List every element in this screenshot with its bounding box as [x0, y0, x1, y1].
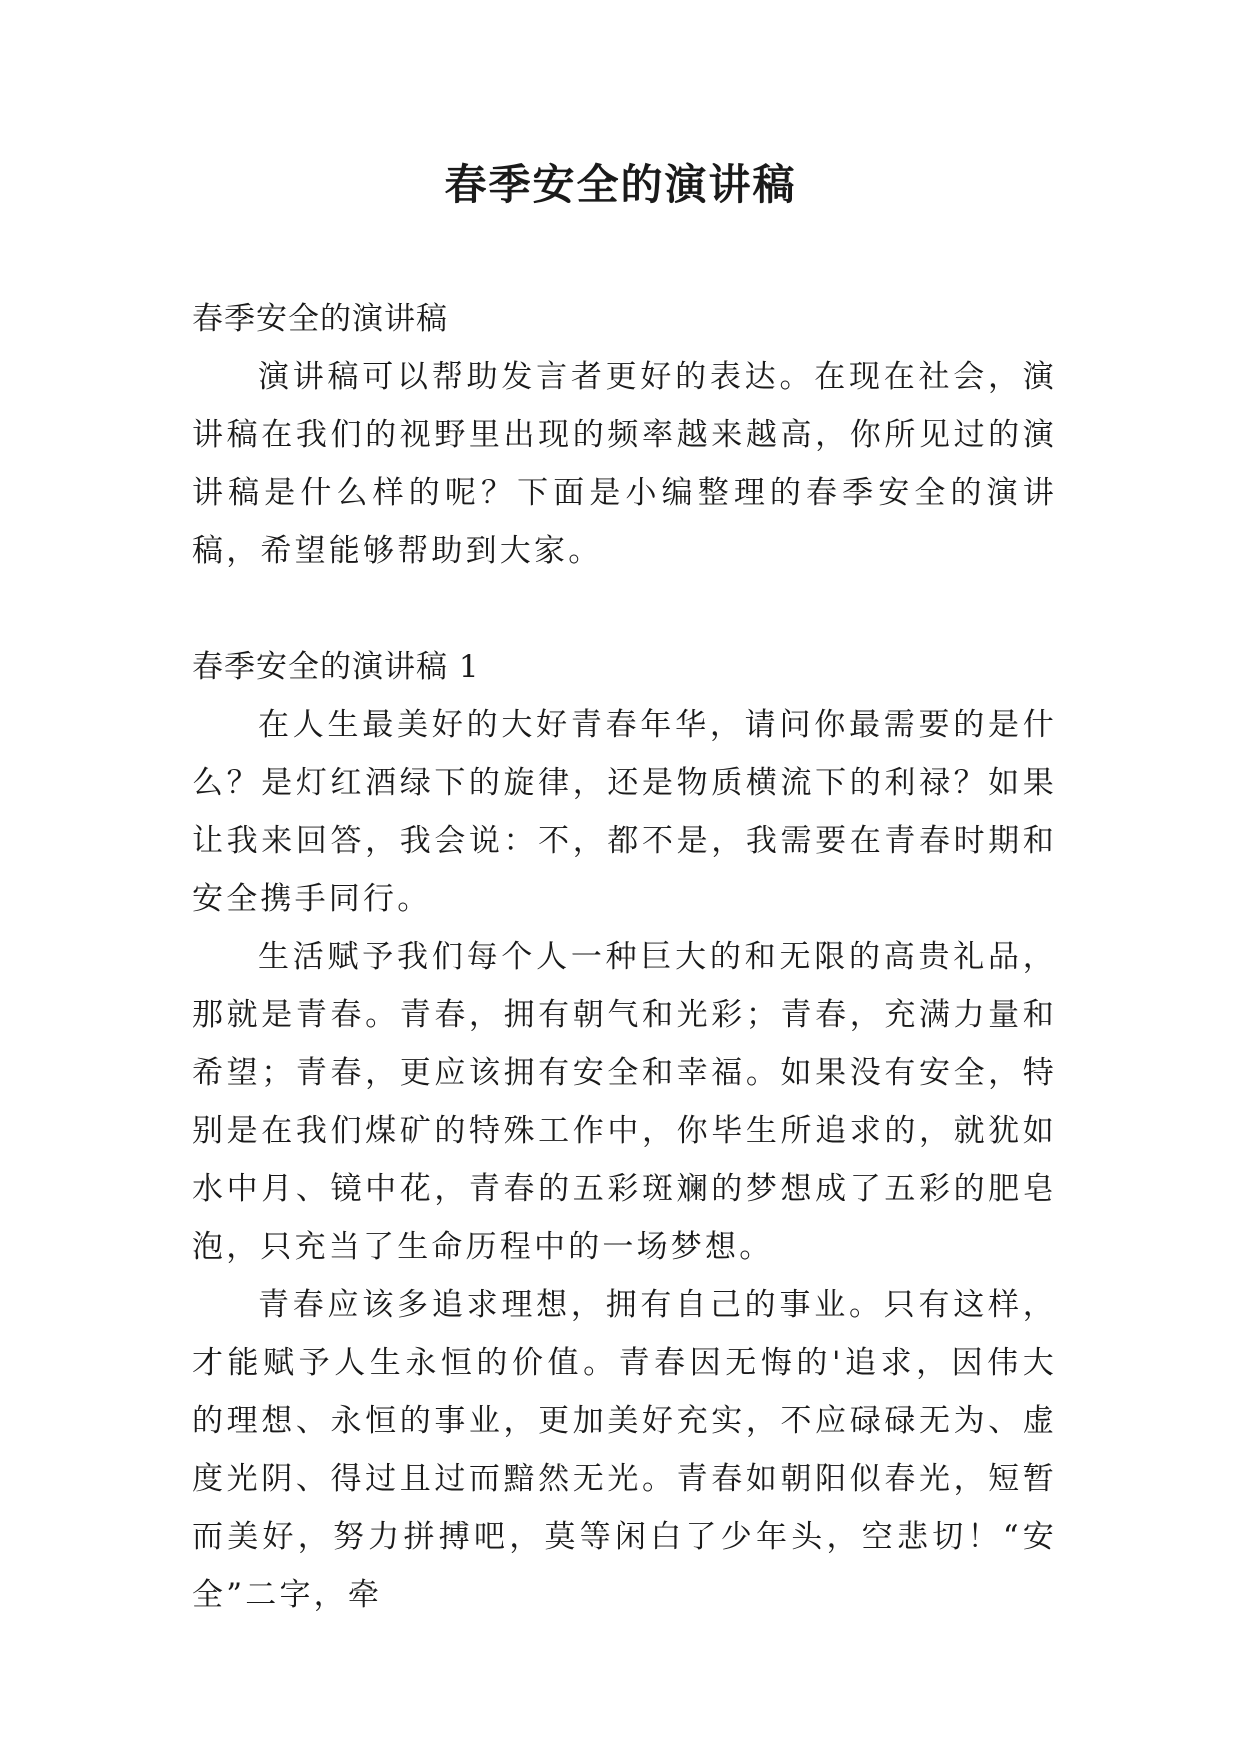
body-paragraph-2: 生活赋予我们每个人一种巨大的和无限的高贵礼品，那就是青春。青春，拥有朝气和光彩；青春，充满力量和希望；青春，更应该拥有安全和幸福。如果没有安全，特别是在我们煤矿的特殊工作中，你毕生所追求的，就犹如水中月、镜中花，青春的五彩斑斓的梦想成了五彩的肥皂泡，只充当了生命历程中的一场梦想。	[192, 939, 1057, 1265]
document-body	[192, 290, 1057, 1624]
section-spacer	[192, 580, 1057, 638]
body-paragraph-1: 在人生最美好的大好青春年华，请问你最需要的是什么？是灯红酒绿下的旋律，还是物质横流下的利禄？如果让我来回答，我会说：不，都不是，我需要在青春时期和安全携手同行。	[192, 707, 1057, 917]
document-title: 春季安全的演讲稿	[444, 160, 797, 209]
body-paragraph-3: 青春应该多追求理想，拥有自己的事业。只有这样，才能赋予人生永恒的价值。青春因无悔的'追求，因伟大的理想、永恒的事业，更加美好充实，不应碌碌无为、虚度光阴、得过且过而黯然无光。青春如朝阳似春光，短暂而美好，努力拼搏吧，莫等闲白了少年头，空悲切！“安全”二字，牵	[192, 1287, 1057, 1613]
section-heading: 春季安全的演讲稿 1	[192, 649, 480, 685]
subtitle-line: 春季安全的演讲稿	[192, 301, 448, 337]
intro-paragraph: 演讲稿可以帮助发言者更好的表达。在现在社会，演讲稿在我们的视野里出现的频率越来越高，你所见过的演讲稿是什么样的呢？下面是小编整理的春季安全的演讲稿，希望能够帮助到大家。	[192, 359, 1057, 569]
